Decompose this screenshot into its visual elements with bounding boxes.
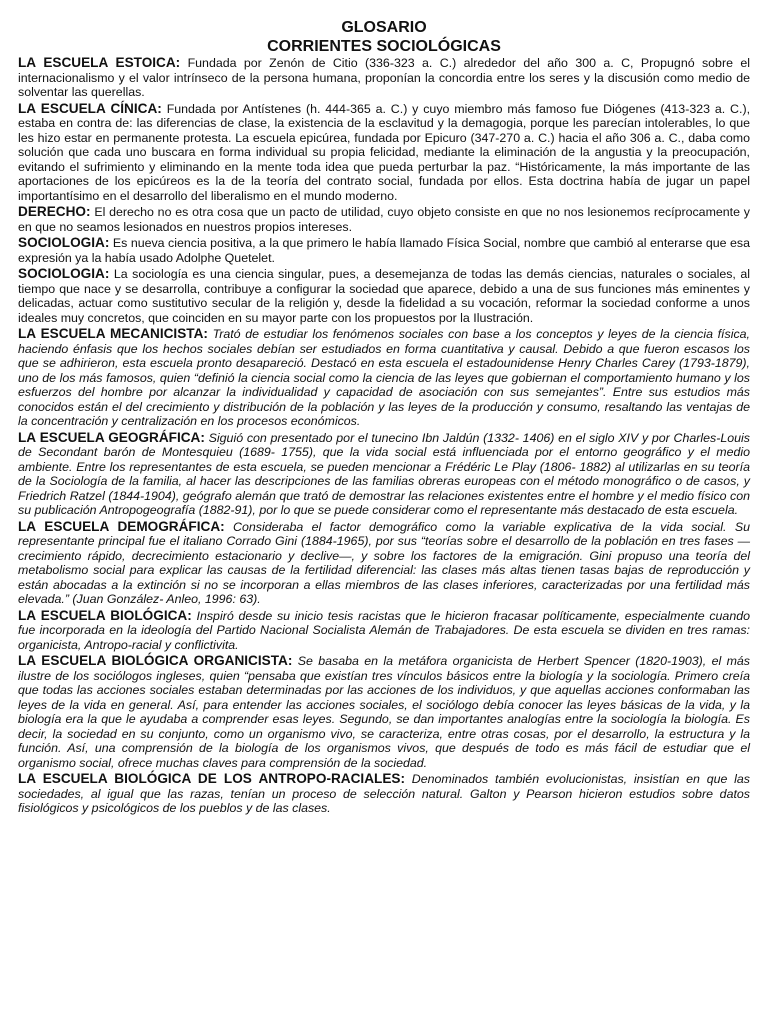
entry-term: SOCIOLOGIA:: [18, 266, 110, 281]
entry-term: LA ESCUELA DEMOGRÁFICA:: [18, 518, 225, 534]
glossary-entry-sociologia-1: [18, 236, 750, 265]
entry-definition: El derecho no es otra cosa que un pacto de utilidad, cuyo objeto consiste en que no nos lesionemos recíprocamente y en que no seamos lesionados en nuestros propios intereses.: [18, 205, 750, 234]
entry-term: SOCIOLOGIA:: [18, 235, 110, 250]
glossary-entry-antropo-raciales: [18, 772, 750, 816]
entry-term: LA ESCUELA BIOLÓGICA ORGANICISTA:: [18, 653, 293, 668]
entry-definition: La sociología es una ciencia singular, pues, a desemejanza de todas las demás ciencias, naturales o sociales, al tiempo que nace y se desarrolla, contribuye a configurar la sociedad que aparece, debido a una de sus funciones más eminentes y delicadas, actuar como sustitutivo secular de la religión y, desde la fidelidad a su vocación, reformar la sociedad conforme a unos ideales muy concretos, que coinciden en su mayor parte con los propuestos por la Ilustración.: [18, 267, 750, 325]
entry-definition: Denominados también evolucionistas, insistían en que las sociedades, al igual que las razas, tenían un proceso de selección natural. Galton y Pearson hicieron estudios sobre datos fisiológicos y psicológicos de los pueblos y de las clases.: [18, 772, 750, 815]
entry-definition: Inspiró desde su inicio tesis racistas que le hicieron fracasar políticamente, especialmente cuando fue incorporada en la ideología del Partido Nacional Socialista Alemán de Trabajadores. De esta escuela se dividen en tres ramas: organicista, Antropo-racial y conflictivita.: [18, 608, 750, 652]
glossary-entry-sociologia-2: [18, 267, 750, 325]
entry-definition: Fundada por Antístenes (h. 444-365 a. C.) y cuyo miembro más famoso fue Diógenes (413-323 a. C.), estaba en contra de: las diferencias de clase, la existencia de la esclavitud y la demagogia, porque les parecían intolerables, lo que les hizo estar en permanente protesta. La escuela epicúrea, fundada por Epicuro (347-270 a. C.) hacia el año 306 a. C., daba como solución que cada uno buscara en forma individual su propia felicidad, mediante la eliminación de la angustia y la preocupación, evitando el sufrimiento y eliminando en la mente toda idea que pueda perturbar la paz. “Históricamente, la más importante de las aportaciones de los epicúreos es la de la teoría del contrato social, fundada por ellos. Esta doctrina había de jugar un papel importantísimo en el desarrollo del liberalismo en el mundo moderno.: [18, 101, 751, 203]
glossary-entry-geografica: [18, 431, 750, 518]
glossary-entry-mecanicista: [18, 327, 750, 429]
glossary-entry-cinica: [18, 102, 750, 204]
entry-definition: Se basaba en la metáfora organicista de Herbert Spencer (1820-1903), el más ilustre de los sociólogos ingleses, quien “pensaba que existían tres vínculos básicos entre la biología y la sociología. Primero creía que todas las acciones sociales estaban determinadas por las acciones de los individuos, y que aquellas acciones conformaban las leyes de la vida en general. Así, para entender las acciones sociales, el sociólogo debía conocer las leyes básicas de la vida, y la biología era la que le ayudaba a comprender esas leyes. Segundo, se dan importantes analogías entre la sociología la biología. Es decir, la sociedad en su conjunto, como un organismo vivo, se caracteriza, entre otras cosas, por el desarrollo, la estructura y la función. Así, una comprensión de la biología de los organismos vivos, que después de todo es más fácil de estudiar que el organismo social, ofrece muchas claves para comprensión de la sociedad.: [18, 654, 750, 770]
entry-term: LA ESCUELA ESTOICA:: [18, 55, 181, 70]
glossary-entry-biologica-organicista: [18, 654, 750, 770]
glossary-entry-derecho: [18, 205, 750, 234]
entry-definition: Consideraba el factor demográfico como la variable explicativa de la vida social. Su representante principal fue el italiano Corrado Gini (1884-1965), por sus “teorías sobre el desarrollo de la población en tres fases —crecimiento rápido, decrecimiento estacionario y declive—, y sobre los factores de la emigración. Gini propuso una teoría del metabolismo social para explicar las causas de la fertilidad diferencial: las clases más altas tienen tasas bajas de reproducción y están abocadas a la extinción si no se incorporan a ellas miembros de las clases inferiores, caracterizadas por una fertilidad más elevada.” (Juan González- Anleo, 1996: 63).: [18, 519, 750, 606]
entry-term: DERECHO:: [18, 204, 91, 219]
entry-definition: Fundada por Zenón de Citio (336-323 a. C.) alrededor del año 300 a. C, Propugnó sobre el internacionalismo y el valor intrínseco de la persona humana, proponían la concordia entre los seres y la discusión como medio de solventar las querellas.: [18, 56, 750, 99]
entry-term: LA ESCUELA BIOLÓGICA:: [18, 607, 192, 623]
entry-definition: Siguió con presentado por el tunecino Ibn Jaldún (1332- 1406) en el siglo XIV y por Charles-Louis de Secondant barón de Montesquieu (1689- 1755), que la vida social está influenciada por el entorno geográfico y el medio ambiente. Entre los representantes de esta escuela, se pueden mencionar a Frédéric Le Play (1806- 1882) al utilizarlas en su teoría de la Sociología de la familia, al hacer las descripciones de las familias obreras europeas con el método monográfico o de casos, y Friedrich Ratzel (1844-1904), geógrafo alemán que trató de demostrar las relaciones existentes entre el hombre y el medio físico con su publicación Antropogeografía (1882-91), por lo que se puede considerar como el representante más destacado de esta escuela.: [18, 430, 750, 517]
glossary-entry-demografica: [18, 520, 750, 607]
document-title: GLOSARIO: [341, 19, 427, 36]
glossary-entry-estoica: [18, 56, 750, 100]
document-subtitle: CORRIENTES SOCIOLÓGICAS: [267, 38, 501, 55]
entry-definition: Es nueva ciencia positiva, a la que primero le había llamado Física Social, nombre que cambió al enterarse que esa expresión ya la había usado Adolphe Quetelet.: [18, 236, 750, 265]
entry-term: LA ESCUELA BIOLÓGICA DE LOS ANTROPO-RACIALES:: [18, 771, 405, 786]
glossary-entry-biologica: [18, 609, 750, 653]
entry-term: LA ESCUELA CÍNICA:: [18, 100, 162, 116]
entry-term: LA ESCUELA MECANICISTA:: [18, 326, 208, 341]
entry-definition: Trató de estudiar los fenómenos sociales con base a los conceptos y leyes de la ciencia física, haciendo énfasis que los hechos sociales debían ser estudiados en forma cuantitativa y causal. Debido a que fueron escasos los que se adhirieron, esta escuela pronto desapareció. Destacó en esta escuela el estadounidense Henry Charles Carey (1793-1879), uno de los más famosos, quien “definió la ciencia social como la ciencia de las leyes que gobiernan el comportamiento humano y los esfuerzos del hombre por alcanzar la individualidad y capacidad de asociación con sus semejantes”. Entre sus estudios más conocidos están el del crecimiento y distribución de la población y las leyes de la producción y consumo, resaltando las ventajas de la concentración y centralización en los procesos económicos.: [18, 327, 750, 428]
entry-term: LA ESCUELA GEOGRÁFICA:: [18, 429, 205, 445]
